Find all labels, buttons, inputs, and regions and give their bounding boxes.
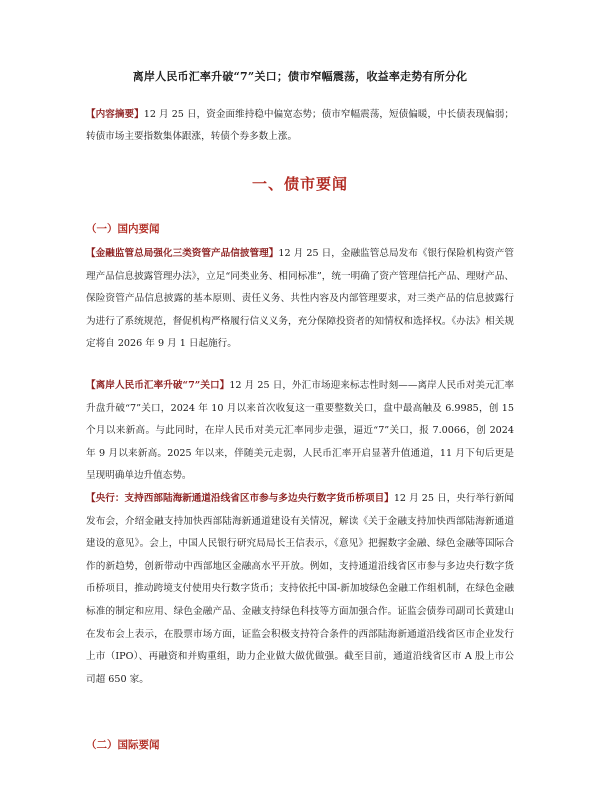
- summary-text: 12 月 25 日，资金面维持稳中偏宽态势；债市窄幅震荡，短债偏暖，中长债表现偏弱；转债市场主要指数集体跟涨，转债个券多数上涨。: [86, 109, 514, 142]
- document-title: 离岸人民币汇率升破“7”关口；债市窄幅震荡，收益率走势有所分化: [132, 70, 468, 83]
- content-summary: [86, 104, 514, 148]
- news-body: 12 月 25 日，央行举行新闻发布会，介绍金融支持加快西部陆海新通道建设有关情况，解读《关于金融支持加快西部陆海新通道建设的意见》。会上，中国人民银行研究局局长王信表示，《意见》把握数字金融、绿色金融等国际合作的新趋势，创新带动中西部地区金融高水平开放。例如，支持通道沿线省区市参与多边央行数字货币桥项目，推动跨境支付使用央行数字货币；支持依托中国-新加坡绿色金融工作组机制，在绿色金融标准的制定和应用、绿色金融产品、金融支持绿色科技等方面加强合作。证监会债券司副司长黄建山在发布会上表示，在股票市场方面，证监会积极支持符合条件的西部陆海新通道沿线省区市企业发行上市（IPO）、再融资和并购重组，助力企业做大做优做强。截至目前，通道沿线省区市 A 股上市公司超 650 家。: [86, 493, 514, 685]
- news-item: [86, 243, 514, 356]
- news-headline: 【央行：支持西部陆海新通道沿线省区市参与多边央行数字货币桥项目】: [86, 493, 394, 504]
- subsection-title-international: （二）国际要闻: [86, 739, 160, 751]
- summary-tag: 【内容摘要】: [86, 109, 144, 120]
- news-body: 12 月 25 日，外汇市场迎来标志性时刻——离岸人民币对美元汇率升盘升破“7”关口，2024 年 10 月以来首次收复这一重要整数关口，盘中最高触及 6.9985，创 15 个月以来新高。与此同时，在岸人民币对美元汇率同步走强，逼近“7”关口，报 7.0066，创 2024 年 9 月以来新高。2025 年以来，伴随美元走弱，人民币汇率开启显著升值通道，11 月下旬后更是呈现明确单边升值态势。: [86, 380, 514, 482]
- news-item: [86, 488, 514, 691]
- news-body: 12 月 25 日，金融监管总局发布《银行保险机构资产管理产品信息披露管理办法》，立足“同类业务、相同标准”，统一明确了资产管理信托产品、理财产品、保险资管产品信息披露的基本原则、责任义务、共性内容及内部管理要求，对三类产品的信息披露行为进行了系统规范，督促机构严格履行信义义务，充分保障投资者的知情权和选择权。《办法》相关规定将自 2026 年 9 月 1 日起施行。: [86, 248, 514, 350]
- subsection-title-domestic: （一）国内要闻: [86, 223, 160, 235]
- news-headline: 【金融监管总局强化三类资管产品信披管理】: [86, 248, 279, 259]
- news-headline: 【离岸人民币汇率升破“7”关口】: [86, 380, 230, 391]
- section-title: 一、债市要闻: [251, 175, 348, 193]
- news-item: [86, 375, 514, 488]
